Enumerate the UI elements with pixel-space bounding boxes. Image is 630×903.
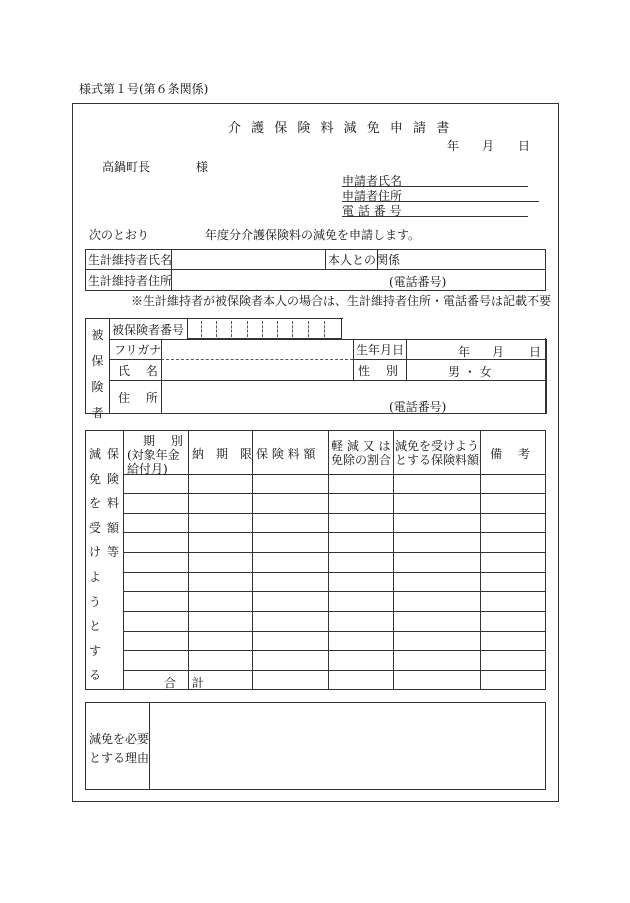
breadwinner-address-label: 生計維持者住所 — [88, 274, 173, 288]
insured-name-label: 氏 名 — [118, 363, 158, 378]
reduction-side-label-col2: 保 険 料 額 等 — [106, 447, 119, 560]
reduction-side-label-col1: 減 免 を 受 け よ う と す る — [88, 447, 101, 683]
gender-options[interactable]: 男 ・ 女 — [448, 365, 492, 379]
header-period-line3: 給付月) — [127, 462, 168, 476]
furigana-label: フリガナ — [114, 343, 162, 357]
page-title: 介 護 保 険 料 減 免 申 請 書 — [228, 121, 453, 136]
reason-label-line2: とする理由 — [89, 751, 150, 765]
intro-text: 年度分介護保険料の減免を申請します。 — [205, 228, 421, 242]
reason-label-line1: 減免を必要 — [89, 732, 150, 746]
applicant-phone-line[interactable] — [342, 216, 528, 217]
date-year: 年 — [447, 139, 460, 153]
insured-address-field[interactable] — [162, 381, 545, 413]
breadwinner-note: ※生計維持者が被保険者本人の場合は、生計維持者住所・電話番号は記載不要 — [131, 294, 552, 308]
date-month: 月 — [482, 139, 495, 153]
date-day: 日 — [518, 139, 531, 153]
intro-prefix: 次のとおり — [89, 228, 150, 242]
furigana-field[interactable] — [162, 340, 352, 359]
header-ratio-line2: 免除の割合 — [331, 453, 392, 467]
addressee-mayor: 高鍋町長 — [102, 160, 151, 174]
total-label: 合 計 — [164, 676, 204, 690]
insured-number-label: 被保険者番号 — [112, 322, 185, 337]
header-premium: 保 険 料 額 — [256, 447, 316, 461]
applicant-address-label: 申請者住所 — [342, 189, 403, 203]
breadwinner-relation-field[interactable] — [378, 250, 545, 269]
header-period-line2: (対象年金 — [127, 448, 180, 462]
insured-name-field[interactable] — [162, 360, 352, 380]
reason-field[interactable] — [150, 703, 545, 789]
addressee-sama: 様 — [196, 160, 209, 174]
breadwinner-relation-label: 本人との関係 — [328, 253, 401, 267]
breadwinner-name-field[interactable] — [172, 250, 325, 269]
header-ratio-line1: 軽 減 又 は — [331, 439, 391, 453]
header-reduced-line2: とする保険料額 — [395, 453, 480, 467]
header-due-date: 納 期 限 — [192, 447, 253, 461]
gender-label: 性 別 — [358, 363, 398, 378]
insured-address-label: 住 所 — [118, 391, 158, 405]
breadwinner-phone-label: (電話番号) — [389, 275, 447, 289]
insured-side-label: 被 保 険 者 — [91, 328, 104, 420]
applicant-name-label: 申請者氏名 — [342, 174, 403, 188]
insured-phone-label: (電話番号) — [389, 400, 447, 414]
insured-number-field[interactable] — [187, 318, 342, 339]
form-number: 様式第１号(第６条関係) — [79, 82, 209, 96]
birth-year-label: 年 — [458, 345, 471, 359]
applicant-phone-label: 電 話 番 号 — [342, 204, 402, 218]
breadwinner-address-field[interactable] — [172, 270, 545, 291]
header-remarks: 備 考 — [490, 447, 530, 461]
birth-month-label: 月 — [492, 345, 505, 359]
breadwinner-name-label: 生計維持者氏名 — [88, 253, 173, 267]
header-reduced-line1: 減免を受けよう — [395, 439, 480, 453]
birth-date-label: 生年月日 — [356, 343, 405, 357]
birth-day-label: 日 — [529, 345, 542, 359]
header-period-line1: 期 別 — [143, 434, 183, 448]
